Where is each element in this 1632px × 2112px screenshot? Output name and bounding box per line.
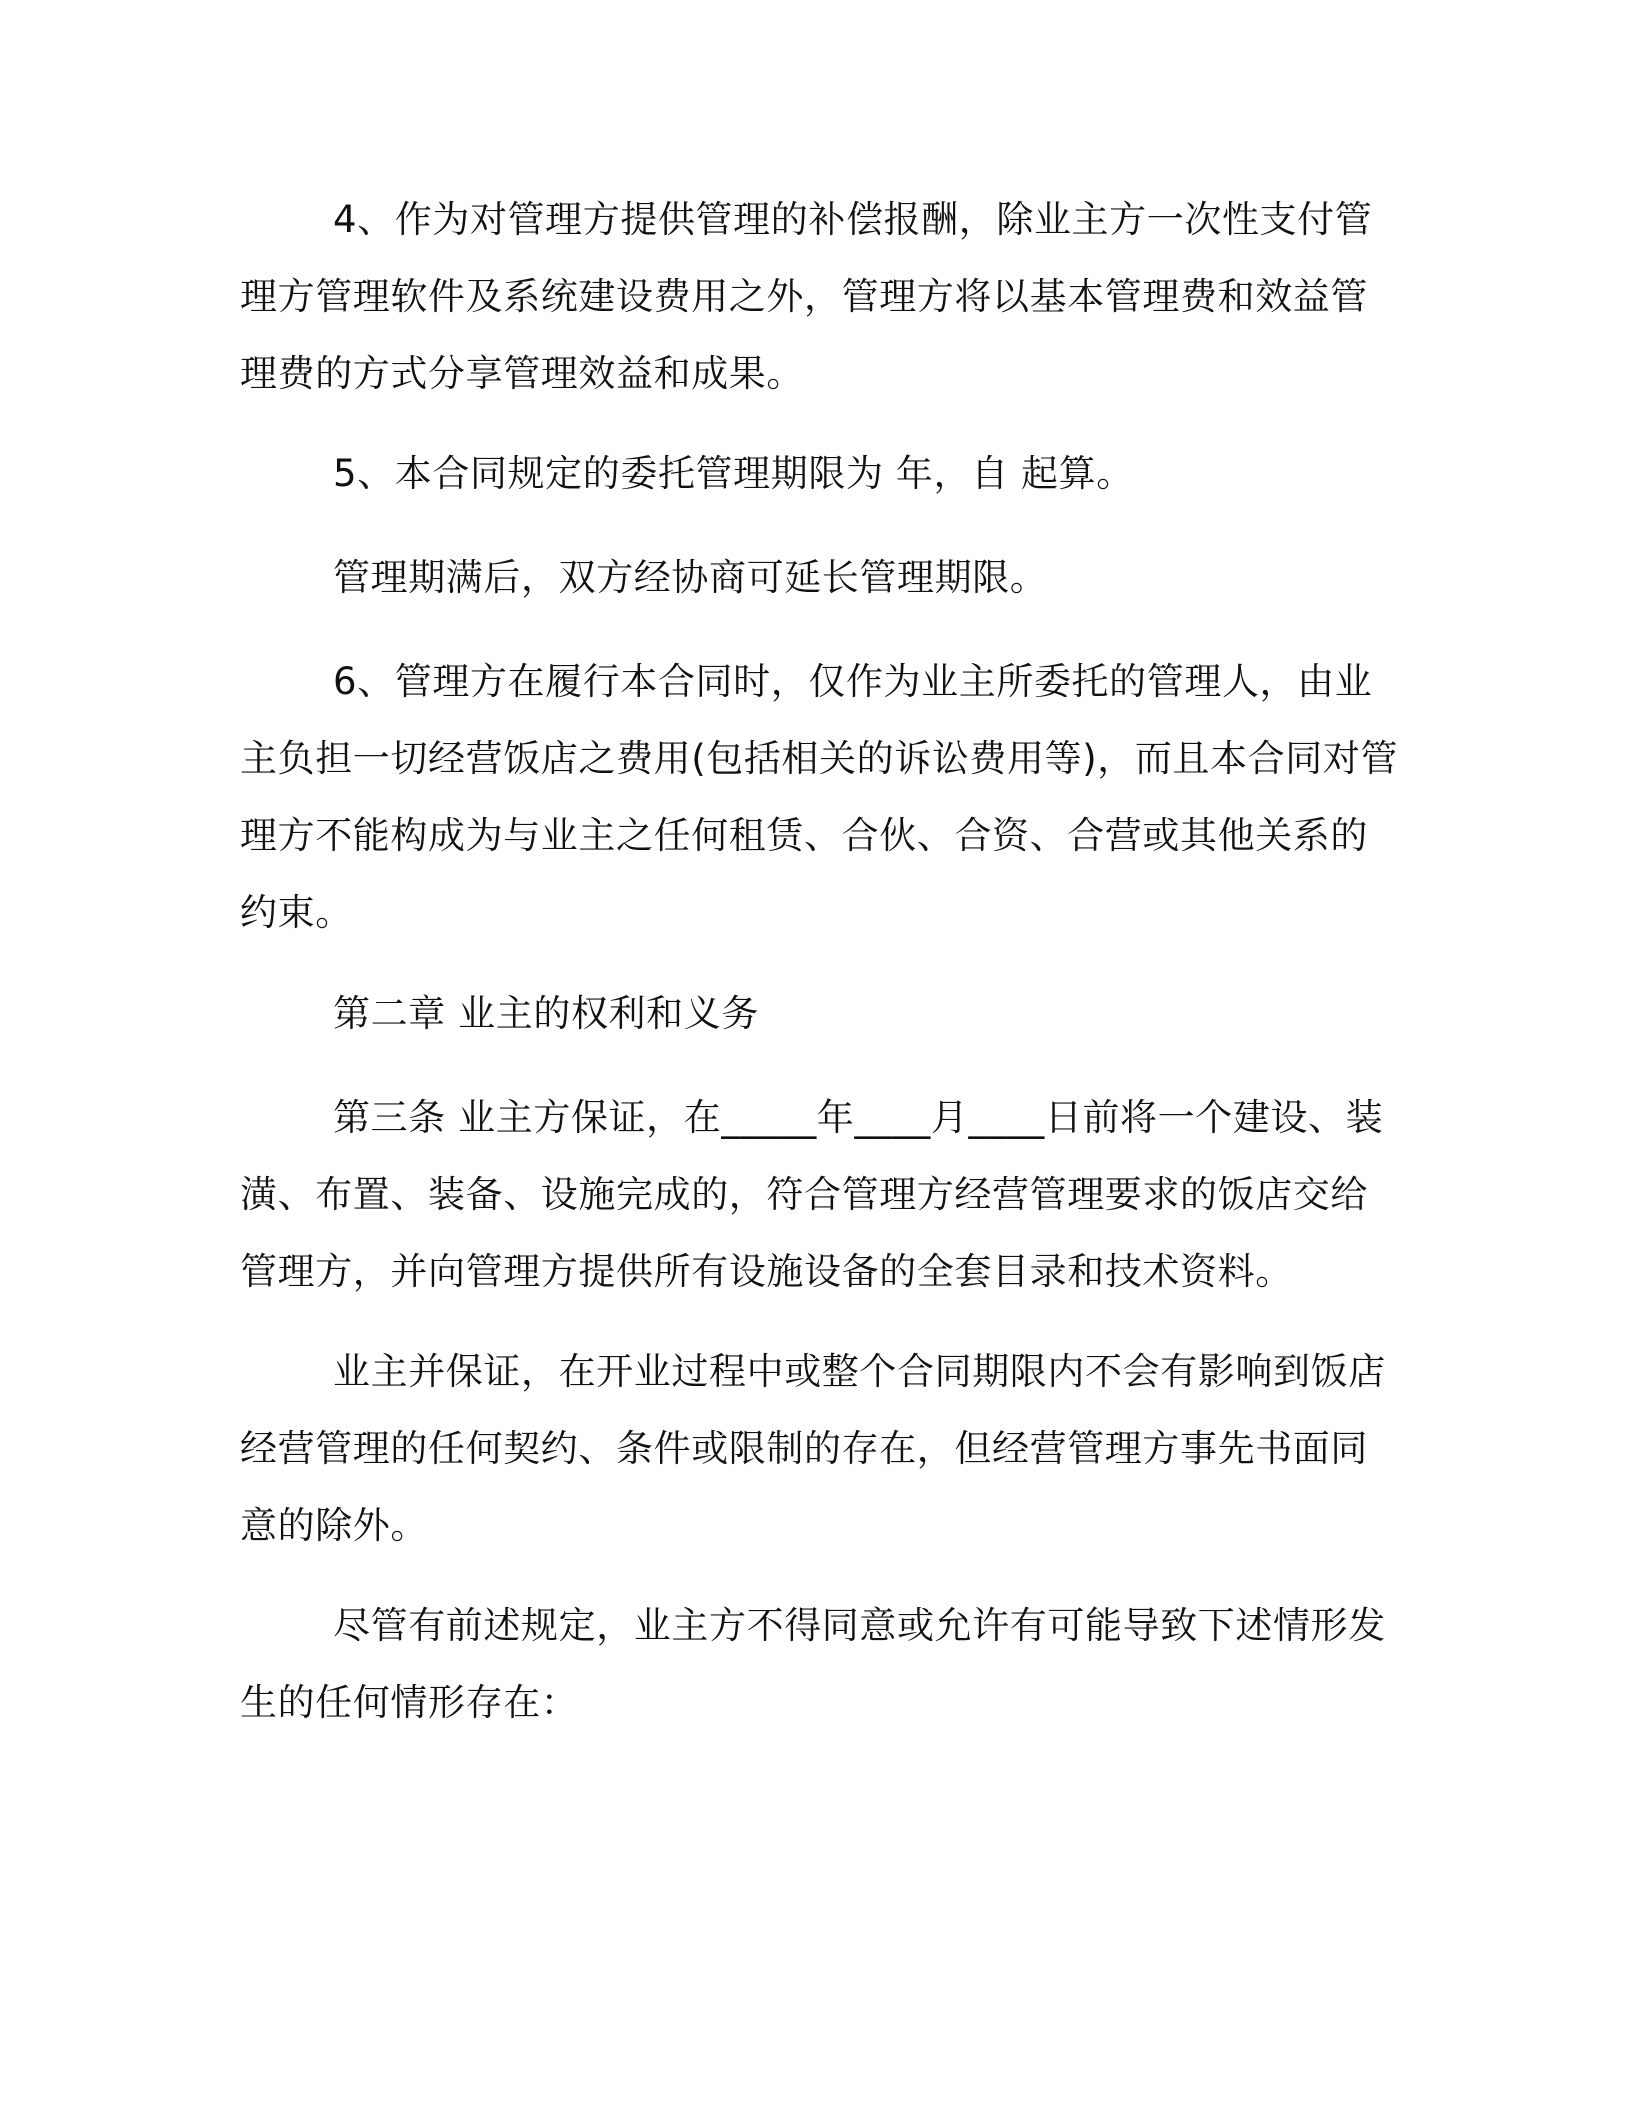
chapter-heading: 第二章 业主的权利和义务 [333,992,759,1035]
paragraph-owner-guarantee: 业主并保证，在开业过程中或整个合同期限内不会有影响到饭店经营管理的任何契约、条件或限制的存在，但经营管理方事先书面同意的除外。 [240,1350,1386,1547]
paragraph-clause-4: 4、作为对管理方提供管理的补偿报酬，除业主方一次性支付管理方管理软件及系统建设费用之外，管理方将以基本管理费和效益管理费的方式分享管理效益和成果。 [240,198,1373,395]
paragraph-extension: 管理期满后，双方经协商可延长管理期限。 [333,556,1048,599]
paragraph-article-3: 第三条 业主方保证，在_____年____月____日前将一个建设、装潢、布置、装备、设施完成的，符合管理方经营管理要求的饭店交给管理方，并向管理方提供所有设施设备的全套目录和技术资料。 [240,1096,1384,1293]
paragraph-restriction: 尽管有前述规定，业主方不得同意或允许有可能导致下述情形发生的任何情形存在： [240,1604,1386,1724]
paragraph-clause-6: 6、管理方在履行本合同时，仅作为业主所委托的管理人，由业主负担一切经营饭店之费用(包括相关的诉讼费用等)，而且本合同对管理方不能构成为与业主之任何租赁、合伙、合资、合营或其他关系的约束。 [240,660,1399,934]
paragraph-clause-5: 5、本合同规定的委托管理期限为 年，自 起算。 [333,452,1134,495]
